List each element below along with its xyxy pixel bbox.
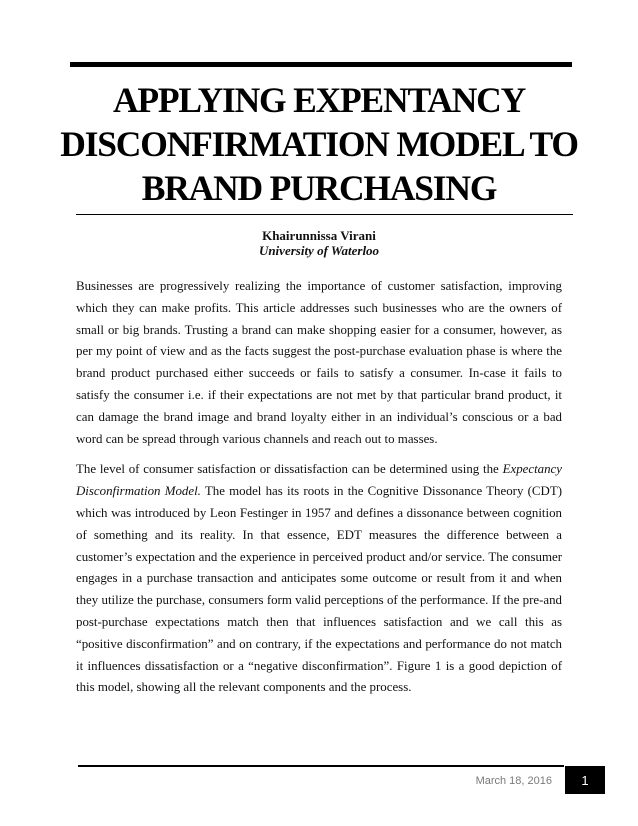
title-divider (76, 214, 573, 215)
title-line-1: APPLYING EXPENTANCY (112, 80, 526, 120)
title-line-3: BRAND PURCHASING (141, 168, 497, 208)
paper-title (60, 78, 578, 210)
article-body (76, 276, 562, 708)
page-number: 1 (565, 766, 605, 794)
paragraph-2-rest: The model has its roots in the Cognitive Dissonance Theory (CDT) which was introduced by Leon Festinger in 1957 and defines a dissonance between cognition of something and its reality. In that essence, EDT measures the difference between a customer’s expectation and the experience in perceived product and/or service. The consumer engages in a purchase transaction and anticipates some outcome or result from it and when they utilize the purchase, consumers form valid perceptions of the performance. If the pre-and post-purchase expectations match then that influences satisfaction and we call this as “positive disconfirmation” and on contrary, if the expectations and performance do not match it influences dissatisfaction or a “negative disconfirmation”. Figure 1 is a good depiction of this model, showing all the relevant components and the process. (76, 484, 562, 695)
author-affiliation: University of Waterloo (258, 243, 380, 258)
paragraph-2-italic: Expectancy Disconfirmation Model. (76, 462, 562, 499)
top-rule (70, 62, 572, 67)
paragraph-2-lead: The level of consumer satisfaction or dissatisfaction can be determined using the (76, 462, 503, 477)
paragraph-1: Businesses are progressively realizing the importance of customer satisfaction, improving which they can make profits. This article addresses such businesses who are the owners of small or big brands. Trusting a brand can make shopping easier for a consumer, however, as per my point of view and as the facts suggest the post-purchase evaluation phase is where the brand product purchased either succeeds or fails to satisfy a consumer. In-case it fails to satisfy the consumer i.e. if their expectations are not met by that particular brand product, it can damage the brand image and brand loyalty either in an individual’s conscious or a bad word can be spread through various channels and reach out to masses. (76, 279, 562, 446)
paragraph-2 (76, 459, 562, 699)
author-name: Khairunnissa Virani (262, 228, 376, 243)
footer-rule (78, 765, 564, 767)
title-line-2: DISCONFIRMATION MODEL TO (60, 124, 578, 164)
footer-date: March 18, 2016 (475, 775, 552, 787)
